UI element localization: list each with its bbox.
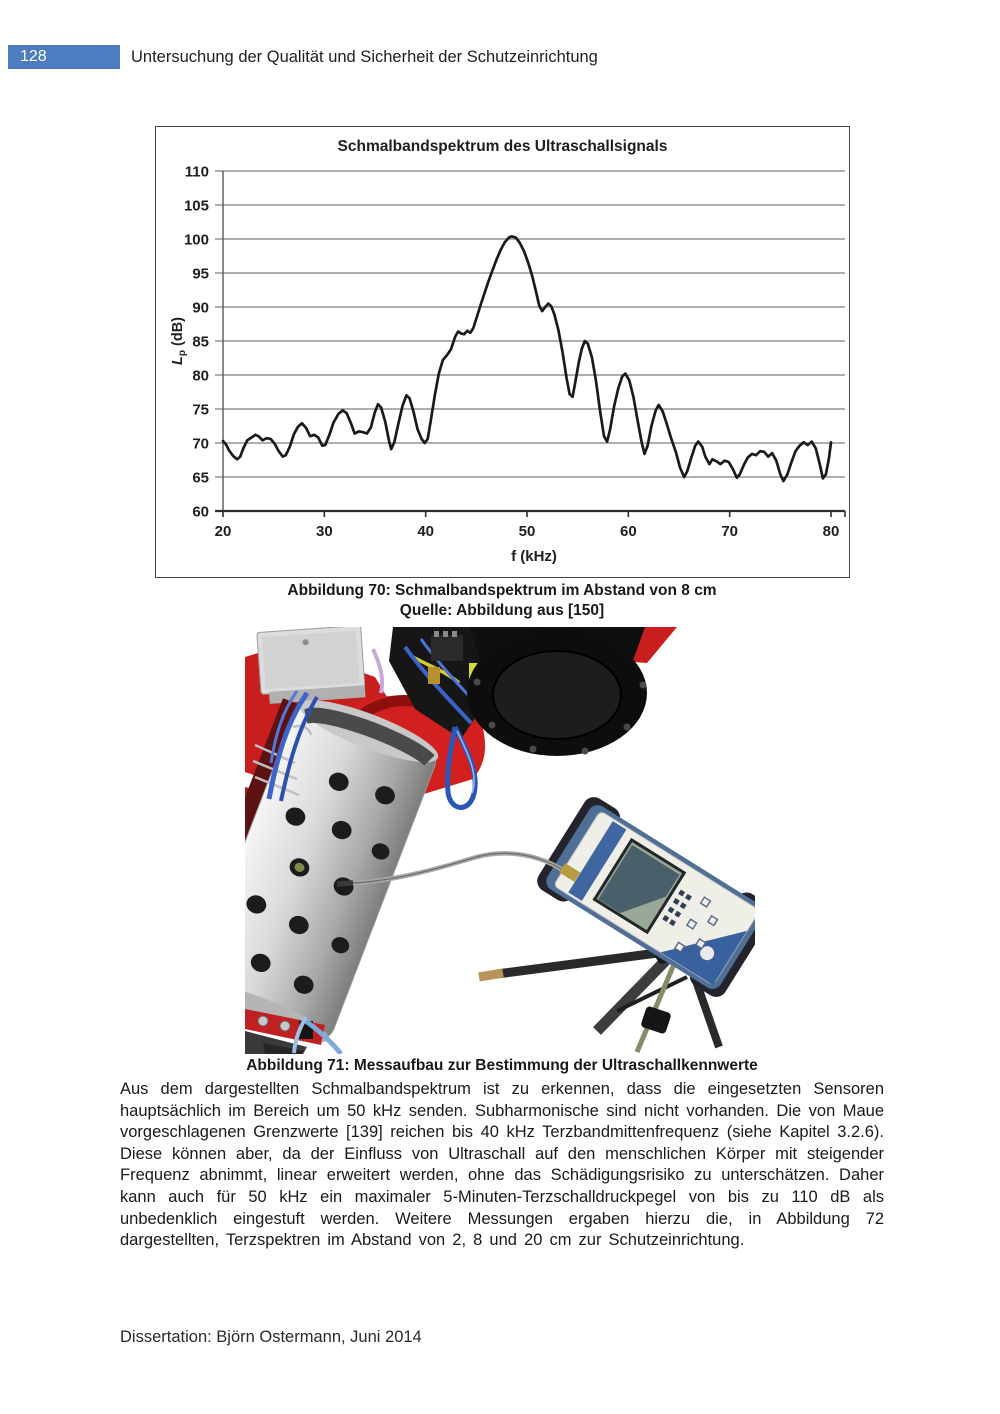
svg-text:80: 80 bbox=[822, 523, 840, 540]
figure71-caption bbox=[120, 1056, 884, 1076]
page-number-badge bbox=[8, 45, 120, 69]
svg-text:70: 70 bbox=[192, 435, 209, 453]
measurement-setup-illustration bbox=[245, 627, 755, 1054]
svg-text:30: 30 bbox=[315, 523, 333, 540]
svg-text:Lp (dB): $L_p$ (dB) bbox=[170, 317, 188, 365]
figure70-caption-line2: Quelle: Abbildung aus [150] bbox=[399, 601, 605, 619]
svg-text:80: 80 bbox=[192, 367, 209, 385]
ultrasound-meter bbox=[533, 793, 755, 1001]
footer-text: Dissertation: Björn Ostermann, Juni 2014 bbox=[120, 1328, 422, 1346]
svg-text:70: 70 bbox=[721, 523, 739, 540]
figure70-caption-line1: Abbildung 70: Schmalbandspektrum im Abstand von 8 cm bbox=[287, 582, 717, 599]
svg-text:75: 75 bbox=[192, 401, 209, 419]
page-number: 128 bbox=[20, 48, 47, 65]
chart-title: Schmalbandspektrum des Ultraschallsignals bbox=[337, 138, 668, 155]
microphone-tip bbox=[337, 883, 353, 884]
spectrum-chart bbox=[156, 127, 851, 579]
svg-text:40: 40 bbox=[417, 523, 435, 540]
measurement-setup-photo bbox=[245, 627, 755, 1054]
svg-text:60: 60 bbox=[192, 503, 209, 521]
svg-text:110: 110 bbox=[184, 163, 209, 181]
svg-text:20: 20 bbox=[214, 523, 232, 540]
figure71-caption-line: Abbildung 71: Messaufbau zur Bestimmung der Ultraschallkennwerte bbox=[246, 1057, 758, 1074]
junction-box bbox=[257, 627, 366, 704]
body-paragraph: Aus dem dargestellten Schmalbandspektrum ist zu erkennen, dass die eingesetzten Sensoren hauptsächlich im Bereich um 50 kHz senden. Subharmonische sind nicht vorhanden. Die von Maue vorgeschlagenen Grenzwerte [139] reichen bis 40 kHz Terzbandmittenfrequenz (siehe Kapitel 3.2.6). Diese können aber, da der Einfluss von Ultraschall auf den menschlichen Körper mit steigender Frequenz abnimmt, linear erweitert werden, ohne das Schädigungsrisiko zu unterschätzen. Daher kann auch für 50 kHz ein maximaler 5-Minuten-Terzschalldruckpegel von bis zu 110 dB als unbedenklich eingestuft werden. Weitere Messungen ergaben hierzu die, in Abbildung 72 dargestellten, Terzspektren im Abstand von 2, 8 und 20 cm zur Schutzeinrichtung. bbox=[120, 1080, 884, 1250]
svg-text:85: 85 bbox=[192, 333, 209, 351]
spectrum-chart-figure bbox=[155, 126, 850, 578]
running-header-title: Untersuchung der Qualität und Sicherheit der Schutzeinrichtung bbox=[131, 48, 598, 66]
svg-text:f (kHz): f (kHz) bbox=[511, 548, 557, 565]
svg-text:105: 105 bbox=[183, 197, 209, 215]
svg-text:100: 100 bbox=[183, 231, 209, 249]
figure70-caption bbox=[120, 581, 884, 620]
svg-text:50: 50 bbox=[518, 523, 536, 540]
robot-joint-cylinder bbox=[467, 627, 647, 756]
svg-text:90: 90 bbox=[192, 299, 209, 317]
svg-text:65: 65 bbox=[192, 469, 209, 487]
svg-text:95: 95 bbox=[192, 265, 209, 283]
svg-text:60: 60 bbox=[619, 523, 637, 540]
